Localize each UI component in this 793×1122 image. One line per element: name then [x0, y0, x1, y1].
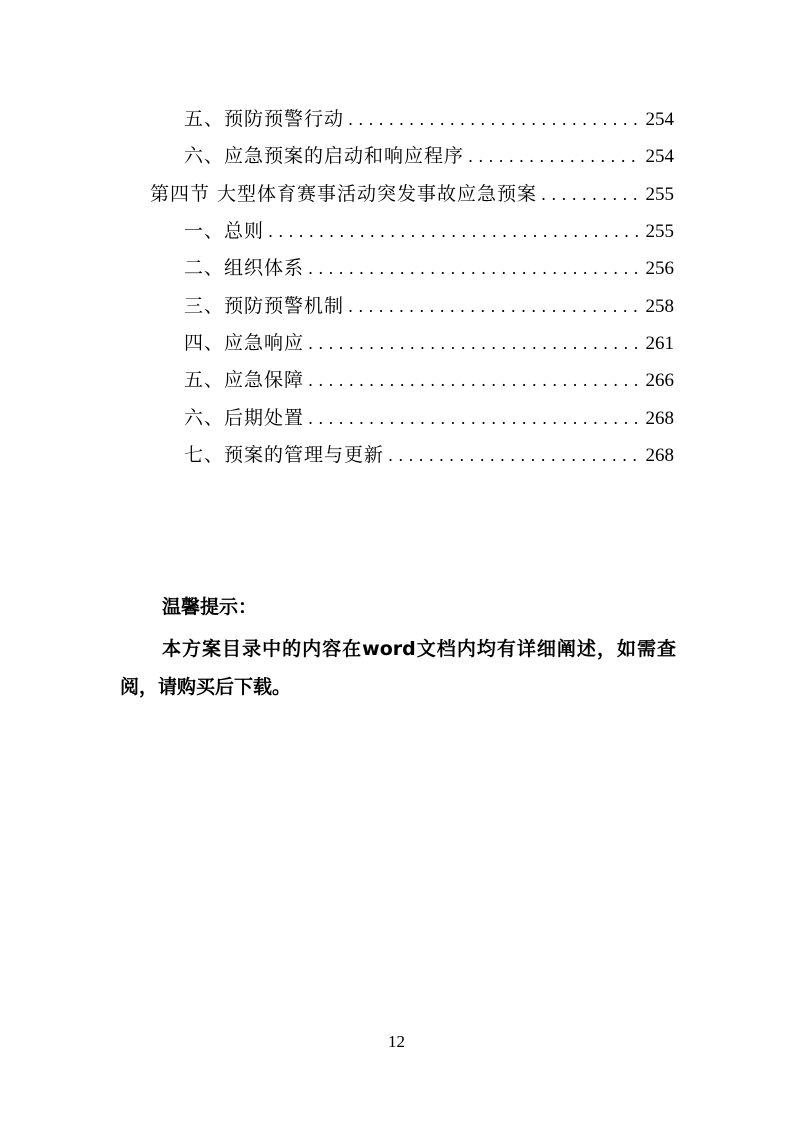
toc-entry-title: 四、应急响应	[184, 332, 305, 354]
toc-entry-title: 二、组织体系	[184, 257, 305, 279]
toc-dot-leader	[348, 107, 641, 133]
toc-entry[interactable]	[184, 330, 674, 356]
toc-entry-page: 266	[645, 370, 674, 391]
toc-entry-page: 255	[645, 184, 674, 205]
toc-dot-leader	[308, 368, 641, 394]
toc-dot-leader	[268, 219, 641, 245]
toc-entry[interactable]	[184, 442, 674, 468]
toc-dot-leader	[308, 406, 641, 432]
toc-dot-leader	[348, 294, 641, 320]
toc-entry-page: 254	[645, 109, 674, 130]
toc-entry[interactable]	[184, 218, 674, 244]
toc-entry-title: 五、应急保障	[184, 369, 305, 391]
toc-dot-leader	[388, 443, 641, 469]
toc-entry[interactable]	[184, 143, 674, 169]
toc-entry[interactable]	[184, 405, 674, 431]
toc-entry-title: 一、总则	[184, 220, 265, 242]
toc-entry-title: 三、预防预警机制	[184, 295, 345, 317]
toc-entry-title: 六、应急预案的启动和响应程序	[184, 145, 465, 167]
toc-dot-leader	[308, 256, 641, 282]
toc-entry-page: 255	[645, 221, 674, 242]
toc-entry-title: 六、后期处置	[184, 407, 305, 429]
toc-entry[interactable]	[184, 293, 674, 319]
toc-entry-title: 五、预防预警行动	[184, 108, 345, 130]
page-number: 12	[388, 1032, 405, 1051]
toc-entry-page: 256	[645, 258, 674, 279]
toc-entry[interactable]	[184, 367, 674, 393]
notice-body: 本方案目录中的内容在word文档内均有详细阐述，如需查阅，请购买后下载。	[120, 638, 676, 698]
toc-entry-title: 七、预案的管理与更新	[184, 444, 385, 466]
toc-entry-page: 268	[645, 408, 674, 429]
toc-entry[interactable]	[184, 106, 674, 132]
toc-dot-leader	[468, 144, 641, 170]
notice-title: 温馨提示：	[162, 596, 258, 618]
toc-section-entry[interactable]	[150, 181, 674, 207]
toc-entry-page: 258	[645, 296, 674, 317]
toc-entry-title: 第四节 大型体育赛事活动突发事故应急预案	[150, 183, 538, 205]
toc-entry[interactable]	[184, 255, 674, 281]
toc-entry-page: 254	[645, 146, 674, 167]
toc-entry-page: 268	[645, 445, 674, 466]
toc-entry-page: 261	[645, 333, 674, 354]
toc-dot-leader	[308, 331, 641, 357]
toc-dot-leader	[541, 182, 641, 208]
